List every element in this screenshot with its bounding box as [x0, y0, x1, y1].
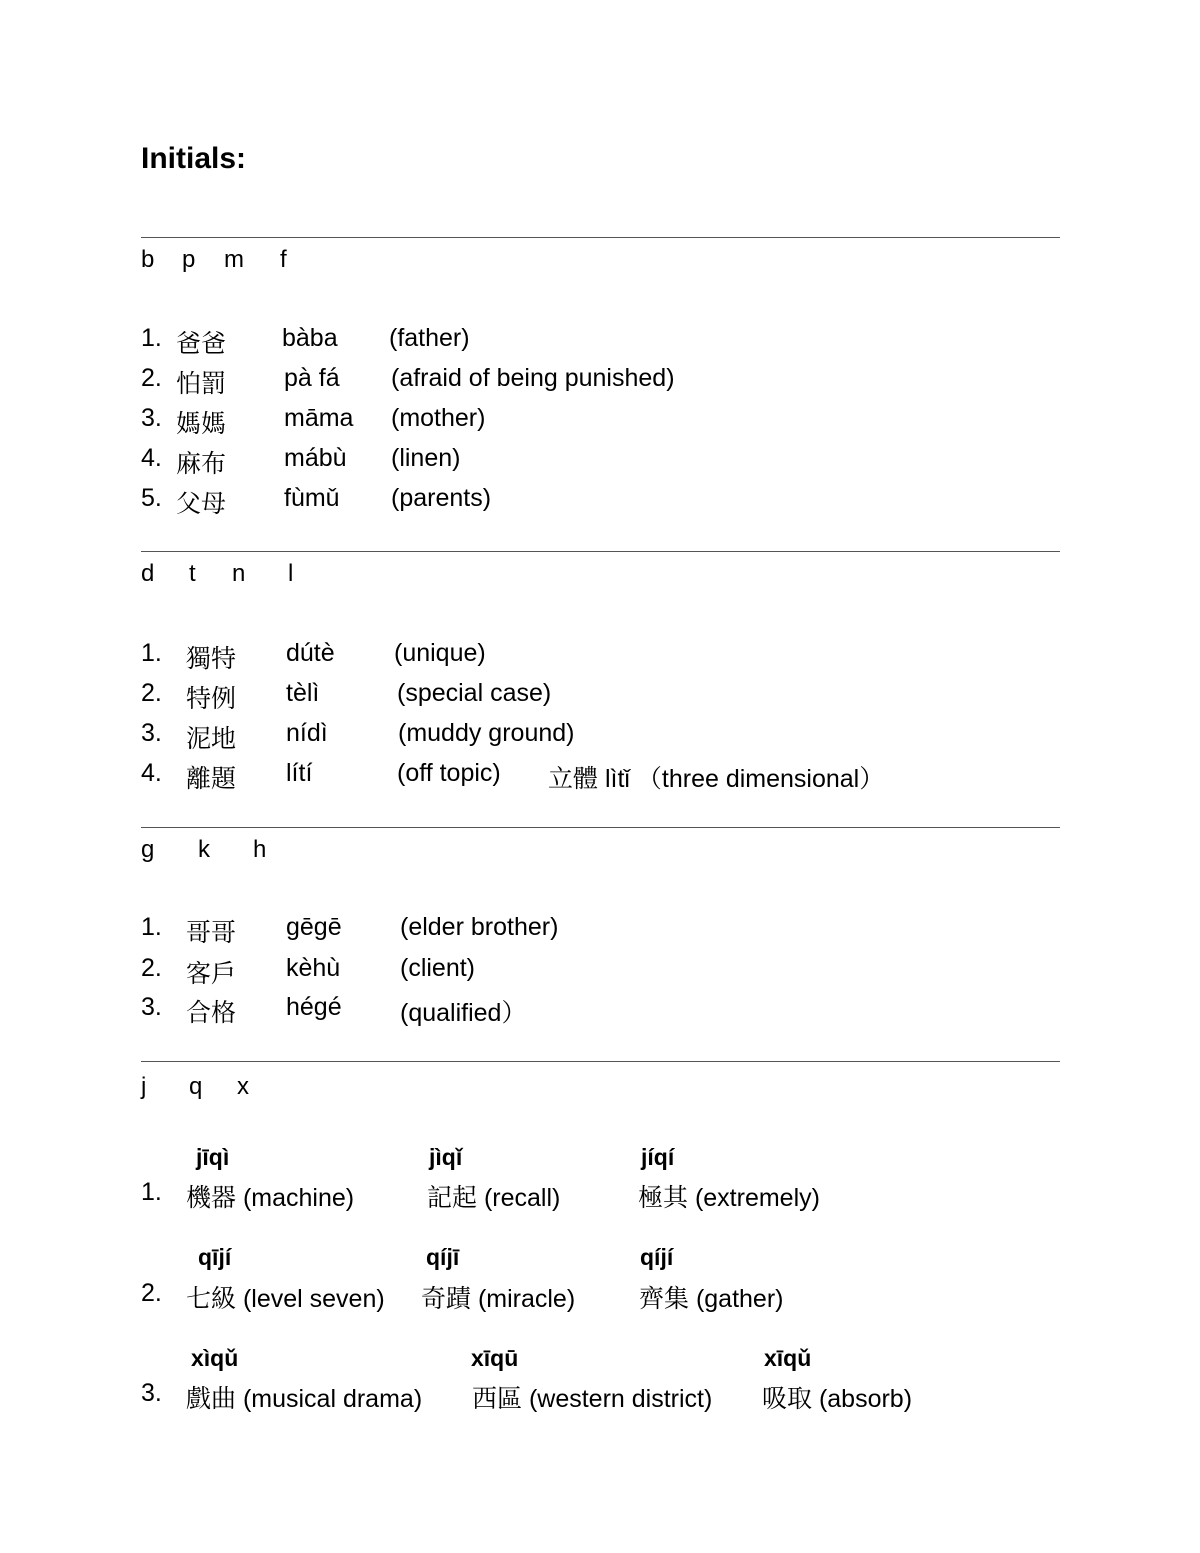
item-gloss: (elder brother) [400, 913, 559, 941]
section-divider [141, 237, 1060, 238]
group-pinyin: xìqǔ [191, 1345, 239, 1371]
group-pinyin: qíjí [640, 1244, 674, 1270]
item-gloss: (muddy ground) [398, 719, 575, 747]
item-number: 4. [141, 759, 162, 787]
initial-letter: l [288, 560, 294, 587]
initial-letter: q [189, 1073, 203, 1100]
section-divider [141, 1061, 1060, 1062]
item-number: 3. [141, 719, 162, 747]
item-number: 3. [141, 993, 162, 1021]
group-pinyin: xīqǔ [764, 1345, 812, 1371]
item-pinyin: hégé [286, 993, 342, 1021]
initial-letter: b [141, 246, 155, 273]
item-gloss: (mother) [391, 404, 486, 432]
item-hanzi: 麻布 [176, 450, 227, 478]
group-word: 極其 (extremely) [638, 1184, 820, 1212]
item-gloss: (special case) [397, 679, 552, 707]
item-pinyin: dútè [286, 639, 335, 667]
item-number: 5. [141, 484, 162, 512]
item-gloss: (parents) [391, 484, 492, 512]
group-word: 戲曲 (musical drama) [186, 1385, 423, 1413]
item-hanzi: 哥哥 [186, 919, 237, 947]
item-number: 1. [141, 913, 162, 941]
item-hanzi: 合格 [186, 999, 237, 1027]
item-gloss: (off topic) [397, 759, 501, 787]
item-gloss: (client) [400, 954, 476, 982]
item-hanzi: 客戶 [186, 960, 237, 988]
page-title: Initials: [141, 142, 247, 175]
item-number: 4. [141, 444, 162, 472]
item-pinyin: kèhù [286, 954, 341, 982]
group-pinyin: xīqū [471, 1345, 519, 1371]
group-word: 記起 (recall) [427, 1184, 561, 1212]
initial-letter: h [253, 836, 267, 863]
item-hanzi: 怕罰 [176, 370, 227, 398]
item-gloss: (linen) [391, 444, 461, 472]
item-number: 3. [141, 404, 162, 432]
section-divider [141, 551, 1060, 552]
item-number: 2. [141, 364, 162, 392]
item-pinyin: gēgē [286, 913, 342, 941]
initial-letter: g [141, 836, 155, 863]
group-word: 奇蹟 (miracle) [421, 1285, 576, 1313]
group-word: 齊集 (gather) [639, 1285, 784, 1313]
group-pinyin: qījí [198, 1244, 232, 1270]
item-pinyin: nídì [286, 719, 328, 747]
item-hanzi: 泥地 [186, 725, 237, 753]
group-pinyin: jīqì [196, 1144, 230, 1170]
item-hanzi: 獨特 [186, 645, 237, 673]
item-number: 3. [141, 1379, 162, 1407]
initial-letter: n [232, 560, 246, 587]
group-pinyin: jìqǐ [429, 1144, 463, 1170]
item-hanzi: 特例 [186, 685, 237, 713]
item-number: 2. [141, 1279, 162, 1307]
initial-letter: d [141, 560, 155, 587]
initial-letter: j [141, 1073, 147, 1100]
item-extra: 立體 lìtǐ （three dimensional） [548, 765, 885, 793]
initial-letter: p [182, 246, 196, 273]
group-word: 機器 (machine) [186, 1184, 355, 1212]
item-hanzi: 父母 [176, 490, 227, 518]
item-number: 1. [141, 324, 162, 352]
item-pinyin: pà fá [284, 364, 340, 392]
item-hanzi: 爸爸 [176, 330, 227, 358]
item-pinyin: tèlì [286, 679, 320, 707]
initial-letter: f [280, 246, 287, 273]
item-number: 2. [141, 679, 162, 707]
item-pinyin: mábù [284, 444, 347, 472]
item-gloss: (afraid of being punished) [391, 364, 675, 392]
initial-letter: x [237, 1073, 249, 1100]
item-number: 2. [141, 954, 162, 982]
group-word: 七級 (level seven) [186, 1285, 385, 1313]
item-pinyin: māma [284, 404, 354, 432]
item-gloss: (unique) [394, 639, 486, 667]
initial-letter: k [198, 836, 210, 863]
item-gloss: (father) [389, 324, 470, 352]
item-number: 1. [141, 639, 162, 667]
item-number: 1. [141, 1178, 162, 1206]
item-hanzi: 媽媽 [176, 410, 227, 438]
group-word: 西區 (western district) [472, 1385, 713, 1413]
item-pinyin: lítí [286, 759, 313, 787]
item-hanzi: 離題 [186, 765, 237, 793]
item-gloss: (qualified） [400, 999, 527, 1027]
item-pinyin: fùmǔ [284, 484, 340, 512]
item-pinyin: bàba [282, 324, 338, 352]
section-divider [141, 827, 1060, 828]
initial-letter: m [224, 246, 244, 273]
group-pinyin: qíjī [426, 1244, 460, 1270]
initial-letter: t [189, 560, 196, 587]
group-word: 吸取 (absorb) [762, 1385, 913, 1413]
group-pinyin: jíqí [641, 1144, 675, 1170]
